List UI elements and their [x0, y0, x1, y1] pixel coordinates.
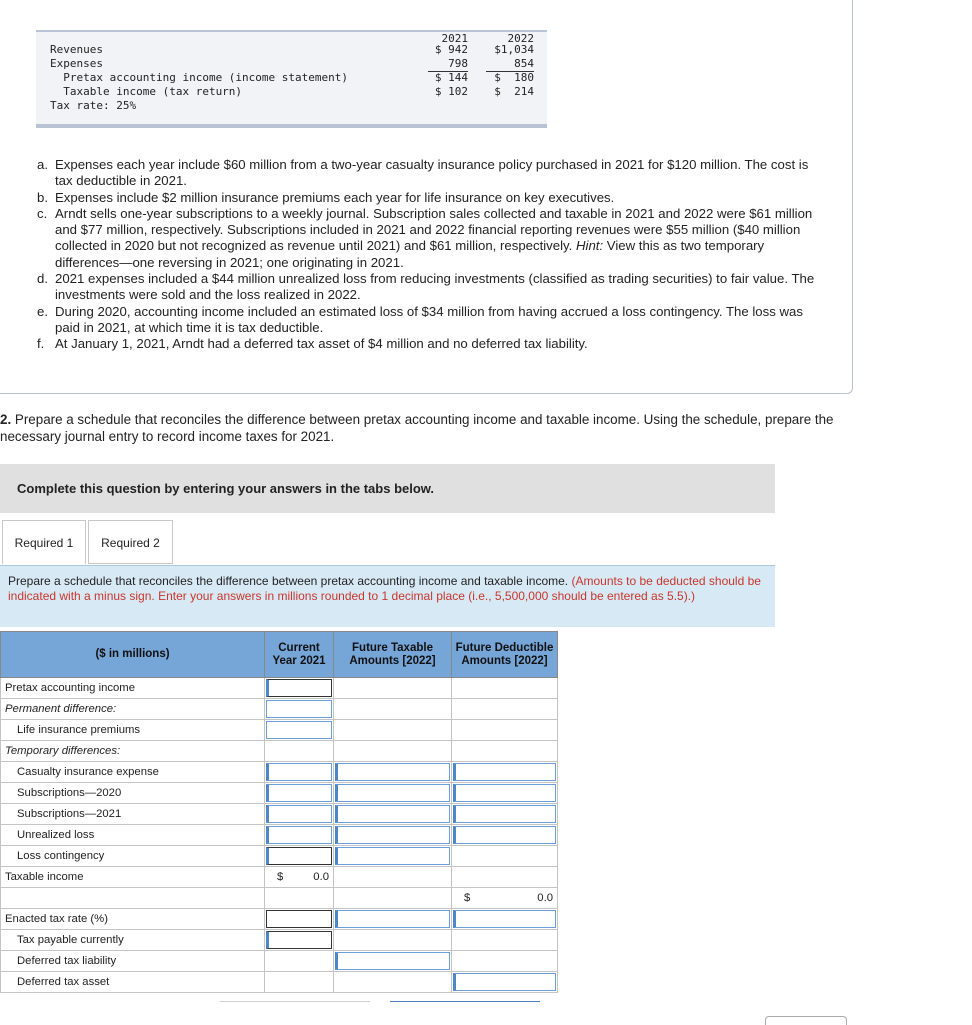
pretax-2022: $ 180	[494, 71, 534, 84]
taxable-2021: $ 102	[434, 85, 468, 98]
subs2020-taxable-input[interactable]	[335, 784, 450, 802]
currency-symbol: $	[464, 892, 471, 904]
currency-symbol: $	[277, 871, 284, 883]
deductible-total	[452, 888, 558, 909]
contingency-current-input[interactable]	[266, 847, 332, 865]
payable-current-input[interactable]	[266, 931, 332, 949]
unrealized-taxable-input[interactable]	[335, 826, 450, 844]
row-contingency-label: Loss contingency	[1, 846, 265, 867]
problem-data-panel	[0, 0, 853, 394]
header-current-year: Current Year 2021	[265, 632, 334, 678]
hint-label: Hint:	[576, 238, 604, 254]
reconciliation-schedule	[0, 631, 558, 993]
row-temporary-label: Temporary differences:	[1, 741, 265, 762]
row-label-pretax: Pretax accounting income (income statement)	[50, 71, 349, 84]
note-item: a. Expenses each year include $60 million from a two-year casualty insurance policy purchased in 2021 for $120 million. The cost is tax deductible in 2021.	[37, 157, 809, 189]
tab-required-1[interactable]: Required 1	[2, 520, 86, 564]
row-taxable-label: Taxable income	[1, 867, 265, 888]
casualty-deductible-input[interactable]	[453, 763, 556, 781]
header-millions: ($ in millions)	[1, 632, 265, 678]
rate-taxable-input[interactable]	[335, 910, 450, 928]
nav-divider-left	[220, 1001, 370, 1002]
row-subs2021-label: Subscriptions—2021	[1, 804, 265, 825]
life-current-input[interactable]	[266, 721, 332, 739]
prompt-main: Prepare a schedule that reconciles the difference between pretax accounting income and taxable income.	[8, 574, 569, 588]
row-dta-label: Deferred tax asset	[1, 972, 265, 993]
revenues-2021: $ 942	[434, 43, 468, 56]
taxable-2022: $ 214	[494, 85, 534, 98]
prompt-note: (Amounts to be deducted should be indicated with a minus sign. Enter your answers in millions rounded to 1 decimal place (i.e., 5,500,000 should be entered as 5.5).)	[8, 574, 761, 603]
revenues-2022: $1,034	[494, 43, 534, 56]
tab-required-2[interactable]: Required 2	[88, 520, 173, 564]
column-header-2022: 2022	[507, 32, 534, 45]
row-subs2020-label: Subscriptions—2020	[1, 783, 265, 804]
unrealized-deductible-input[interactable]	[453, 826, 556, 844]
row-life-label: Life insurance premiums	[1, 720, 265, 741]
rate-deductible-input[interactable]	[453, 910, 556, 928]
unrealized-current-input[interactable]	[266, 826, 332, 844]
nav-divider-right	[390, 1001, 540, 1002]
pretax-current-cell[interactable]	[265, 678, 334, 699]
question-number: 2.	[0, 412, 12, 427]
taxable-current-value: 0.0	[313, 871, 329, 883]
permanent-current-input[interactable]	[266, 700, 332, 718]
taxable-current-total	[265, 867, 334, 888]
subs2021-deductible-input[interactable]	[453, 805, 556, 823]
row-rate-label: Enacted tax rate (%)	[1, 909, 265, 930]
header-future-taxable: Future Taxable Amounts [2022]	[334, 632, 452, 678]
rate-current-input[interactable]	[266, 910, 332, 928]
subs2021-current-input[interactable]	[266, 805, 332, 823]
problem-notes-list	[37, 157, 827, 353]
dtl-taxable-input[interactable]	[335, 952, 450, 970]
expenses-2022: 854	[486, 57, 534, 72]
permanent-current-cell[interactable]	[265, 699, 334, 720]
question-text: 2. Prepare a schedule that reconciles the difference between pretax accounting income and taxable income. Using the schedule, prepare the necessary journal entry to record income taxes for 2021.	[0, 412, 834, 444]
row-payable-label: Tax payable currently	[1, 930, 265, 951]
subs2021-taxable-input[interactable]	[335, 805, 450, 823]
note-item: d. 2021 expenses included a $44 million unrealized loss from reducing investments (classified as trading securities) to fair value. The investments were sold and the loss realized in 2022.	[37, 271, 815, 303]
header-future-deductible: Future Deductible Amounts [2022]	[452, 632, 558, 678]
dta-deductible-input[interactable]	[453, 973, 556, 991]
deductible-total-value: 0.0	[537, 892, 553, 904]
pretax-2021: $ 144	[434, 71, 468, 84]
subs2020-deductible-input[interactable]	[453, 784, 556, 802]
life-current-cell[interactable]	[265, 720, 334, 741]
financial-data-table	[36, 30, 547, 128]
tax-rate-label: Tax rate: 25%	[50, 99, 137, 112]
note-item: f. At January 1, 2021, Arndt had a deferred tax asset of $4 million and no deferred tax liability.	[37, 336, 588, 352]
column-header-2021: 2021	[441, 32, 468, 45]
note-item: c. Arndt sells one-year subscriptions to a weekly journal. Subscription sales collected and taxable in 2021 and 2022 were $61 million and $77 million, respectively. Subscriptions included in 2021 and 2022 financial reporting revenues were $55 million ($40 million collected in 2020 but not recognized as revenue until 2021) and $61 million, respectively. Hint: View this as two temporary differences—one reversing in 2021; one originating in 2021.	[37, 205, 813, 270]
row-label-taxable: Taxable income (tax return)	[50, 85, 243, 98]
expenses-2021: 798	[428, 57, 468, 72]
row-permanent-label: Permanent difference:	[1, 699, 265, 720]
pretax-current-input[interactable]	[266, 679, 332, 697]
prompt-box	[0, 565, 775, 627]
row-dtl-label: Deferred tax liability	[1, 951, 265, 972]
note-item: e. During 2020, accounting income included an estimated loss of $34 million from having accrued a loss contingency. The loss was paid in 2021, at which time it is tax deductible.	[37, 303, 803, 335]
row-label-expenses: Expenses	[50, 57, 103, 70]
casualty-current-input[interactable]	[266, 763, 332, 781]
row-label-revenues: Revenues	[50, 43, 103, 56]
row-unrealized-label: Unrealized loss	[1, 825, 265, 846]
row-casualty-label: Casualty insurance expense	[1, 762, 265, 783]
casualty-taxable-input[interactable]	[335, 763, 450, 781]
instructions-bar: Complete this question by entering your answers in the tabs below.	[0, 464, 775, 513]
row-pretax-label: Pretax accounting income	[1, 678, 265, 699]
subs2020-current-input[interactable]	[266, 784, 332, 802]
note-item: b. Expenses include $2 million insurance premiums each year for life insurance on key executives.	[37, 189, 615, 205]
contingency-taxable-input[interactable]	[335, 847, 450, 865]
